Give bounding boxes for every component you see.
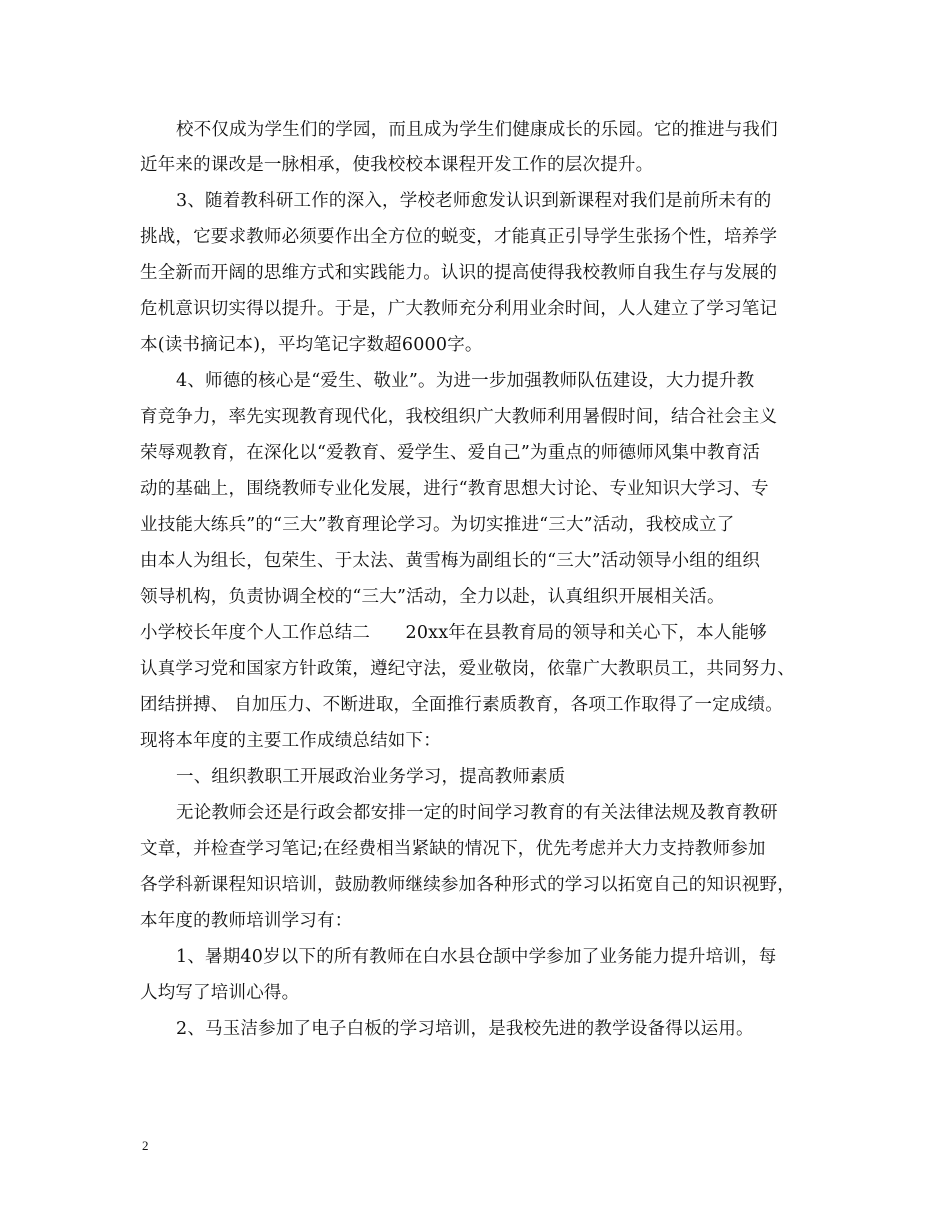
- text-line: 由本人为组长，包荣生、于太法、黄雪梅为副组长的“三大”活动领导小组的组织: [140, 551, 761, 571]
- text-line: 3、随着教科研工作的深入，学校老师愈发认识到新课程对我们是前所未有的: [176, 191, 772, 211]
- text-line: 挑战，它要求教师必须要作出全方位的蜕变，才能真正引导学生张扬个性，培养学: [140, 227, 778, 247]
- text-line: 各学科新课程知识培训，鼓励教师继续参加各种形式的学习以拓宽自己的知识视野，: [140, 875, 795, 895]
- text-line: 4、师德的核心是“爱生、敬业”。为进一步加强教师队伍建设，大力提升教: [176, 371, 755, 391]
- text-line: 校不仅成为学生们的学园，而且成为学生们健康成长的乐园。它的推进与我们: [176, 120, 778, 140]
- text-line: 小学校长年度个人工作总结二 20xx年在县教育局的领导和关心下，本人能够: [140, 623, 767, 643]
- text-line: 本(读书摘记本)，平均笔记字数超6000字。: [140, 335, 483, 355]
- text-line: 2、马玉洁参加了电子白板的学习培训，是我校先进的教学设备得以运用。: [176, 1019, 754, 1039]
- text-line: 团结拼搏、 自加压力、不断进取，全面推行素质教育，各项工作取得了一定成绩。: [140, 695, 783, 715]
- text-line: 荣辱观教育，在深化以“爱教育、爱学生、爱自己”为重点的师德师风集中教育活: [140, 443, 761, 463]
- text-line: 业技能大练兵”的“三大”教育理论学习。为切实推进“三大”活动，我校成立了: [140, 515, 735, 535]
- text-line: 无论教师会还是行政会都安排一定的时间学习教育的有关法律法规及教育教研: [176, 803, 778, 823]
- text-line: 危机意识切实得以提升。于是，广大教师充分利用业余时间，人人建立了学习笔记: [140, 299, 778, 319]
- text-line: 文章，并检查学习笔记;在经费相当紧缺的情况下，优先考虑并大力支持教师参加: [140, 839, 766, 859]
- text-line: 认真学习党和国家方针政策，遵纪守法，爱业敬岗，依靠广大教职员工，共同努力、: [140, 659, 795, 679]
- text-line: 1、暑期40岁以下的所有教师在白水县仓颉中学参加了业务能力提升培训，每: [176, 947, 777, 967]
- text-line: 现将本年度的主要工作成绩总结如下：: [140, 731, 441, 751]
- text-line: 近年来的课改是一脉相承，使我校校本课程开发工作的层次提升。: [140, 155, 654, 175]
- text-line: 领导机构，负责协调全校的“三大”活动，全力以赴，认真组织开展相关活。: [140, 587, 725, 607]
- text-line: 生全新而开阔的思维方式和实践能力。认识的提高使得我校教师自我生存与发展的: [140, 263, 778, 283]
- text-line: 人均写了培训心得。: [140, 983, 300, 1003]
- text-line: 本年度的教师培训学习有：: [140, 911, 353, 931]
- text-line: 育竞争力，率先实现教育现代化，我校组织广大教师利用暑假时间，结合社会主义: [140, 407, 778, 427]
- text-line: 动的基础上，围绕教师专业化发展，进行“教育思想大讨论、专业知识大学习、专: [140, 479, 769, 499]
- section-heading: 一、组织教职工开展政治业务学习，提高教师素质: [176, 767, 566, 787]
- page-number: 2: [142, 1138, 149, 1153]
